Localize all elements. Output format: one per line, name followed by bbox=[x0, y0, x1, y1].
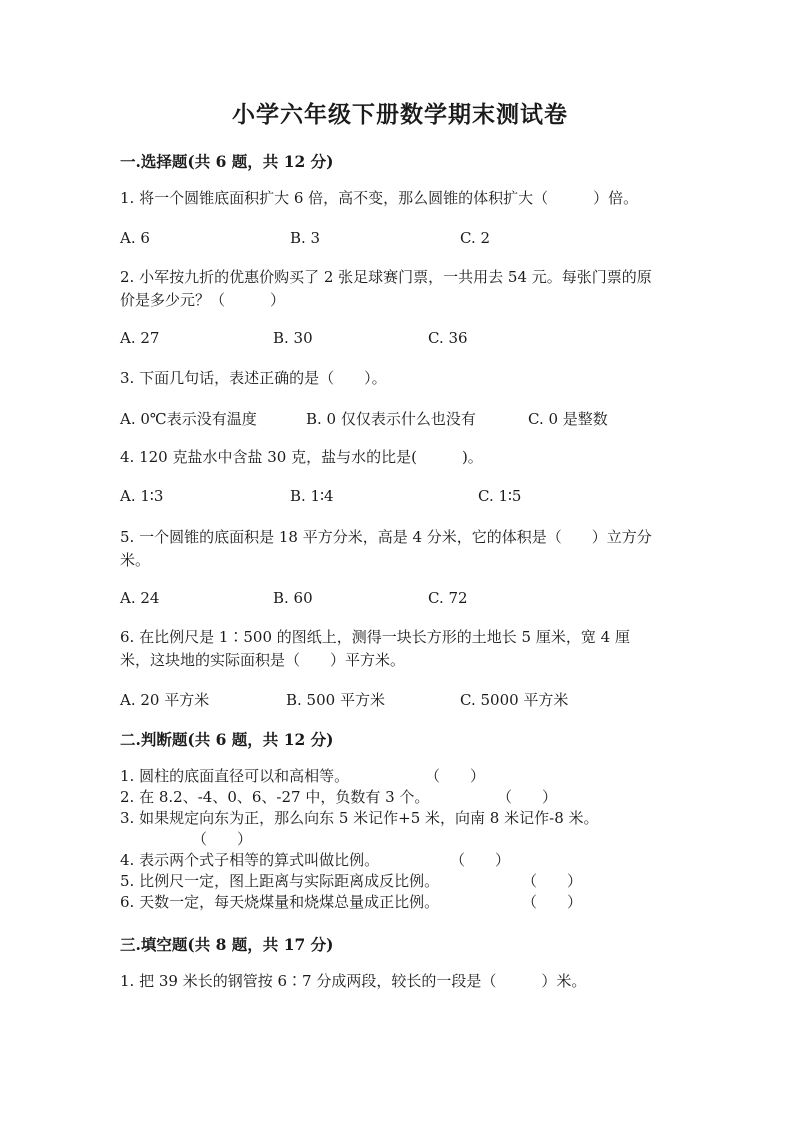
question-text bbox=[120, 266, 690, 312]
option-b: B. 0 仅仅表示什么也没有 bbox=[306, 410, 476, 428]
option-c: C. 72 bbox=[428, 589, 468, 607]
judgment-text: 6. 天数一定，每天烧煤量和烧煤总量成正比例。 bbox=[120, 893, 440, 911]
answer-blank: （ ） bbox=[425, 767, 486, 785]
option-a: A. 6 bbox=[120, 229, 150, 247]
section-heading-choice: 一.选择题(共 6 题，共 12 分) bbox=[120, 152, 334, 171]
question-line: 2. 小军按九折的优惠价购买了 2 张足球赛门票，一共用去 54 元。每张门票的原 bbox=[120, 268, 652, 286]
question-text: 1. 将一个圆锥底面积扩大 6 倍，高不变，那么圆锥的体积扩大（ ）倍。 bbox=[120, 189, 639, 207]
question-line: 价是多少元？（ ） bbox=[120, 291, 286, 309]
judgment-text: 2. 在 8.2、-4、0、6、-27 中，负数有 3 个。 bbox=[120, 788, 430, 806]
option-c: C. 0 是整数 bbox=[528, 410, 608, 428]
question-line: 6. 在比例尺是 1∶500 的图纸上，测得一块长方形的土地长 5 厘米，宽 4 厘 bbox=[120, 628, 630, 646]
question-line: 5. 一个圆锥的底面积是 18 平方分米，高是 4 分米，它的体积是（ ）立方分 bbox=[120, 528, 652, 546]
judgment-text: 4. 表示两个式子相等的算式叫做比例。 bbox=[120, 851, 380, 869]
option-b: B. 1∶4 bbox=[290, 487, 334, 505]
option-c: C. 2 bbox=[460, 229, 491, 247]
judgment-item bbox=[120, 808, 599, 829]
answer-blank: （ ） bbox=[497, 788, 558, 806]
answer-blank: （ ） bbox=[522, 893, 583, 911]
section-heading-fill-in: 三.填空题(共 8 题，共 17 分) bbox=[120, 935, 334, 954]
judgment-text: 5. 比例尺一定，图上距离与实际距离成反比例。 bbox=[120, 872, 440, 890]
section-heading-true-false: 二.判断题(共 6 题，共 12 分) bbox=[120, 730, 334, 749]
question-text bbox=[120, 626, 690, 672]
judgment-item bbox=[120, 850, 379, 871]
question-line: 米，这块地的实际面积是（ ）平方米。 bbox=[120, 651, 406, 669]
judgment-item bbox=[120, 892, 439, 913]
question-text: 4. 120 克盐水中含盐 30 克，盐与水的比是( )。 bbox=[120, 448, 483, 466]
option-a: A. 27 bbox=[120, 329, 160, 347]
option-a: A. 0℃表示没有温度 bbox=[120, 410, 257, 428]
option-b: B. 3 bbox=[290, 229, 321, 247]
option-c: C. 36 bbox=[428, 329, 468, 347]
judgment-item bbox=[120, 766, 349, 787]
option-c: C. 1∶5 bbox=[478, 487, 522, 505]
answer-blank: （ ） bbox=[522, 872, 583, 890]
question-text: 3. 下面几句话，表述正确的是（ ）。 bbox=[120, 369, 387, 387]
option-b: B. 60 bbox=[273, 589, 313, 607]
question-text: 1. 把 39 米长的钢管按 6∶7 分成两段，较长的一段是（ ）米。 bbox=[120, 972, 587, 990]
option-a: A. 20 平方米 bbox=[120, 691, 210, 709]
option-c: C. 5000 平方米 bbox=[460, 691, 569, 709]
option-b: B. 500 平方米 bbox=[286, 691, 385, 709]
answer-blank: （ ） bbox=[192, 830, 253, 848]
judgment-item bbox=[120, 871, 439, 892]
question-line: 米。 bbox=[120, 551, 151, 569]
option-a: A. 24 bbox=[120, 589, 160, 607]
option-b: B. 30 bbox=[273, 329, 313, 347]
answer-blank: （ ） bbox=[450, 851, 511, 869]
option-a: A. 1∶3 bbox=[120, 487, 164, 505]
judgment-text: 1. 圆柱的底面直径可以和高相等。 bbox=[120, 767, 350, 785]
question-text bbox=[120, 526, 690, 572]
judgment-text: 3. 如果规定向东为正，那么向东 5 米记作+5 米，向南 8 米记作-8 米。 bbox=[120, 809, 599, 827]
judgment-item bbox=[120, 787, 429, 808]
page-title: 小学六年级下册数学期末测试卷 bbox=[232, 101, 568, 128]
